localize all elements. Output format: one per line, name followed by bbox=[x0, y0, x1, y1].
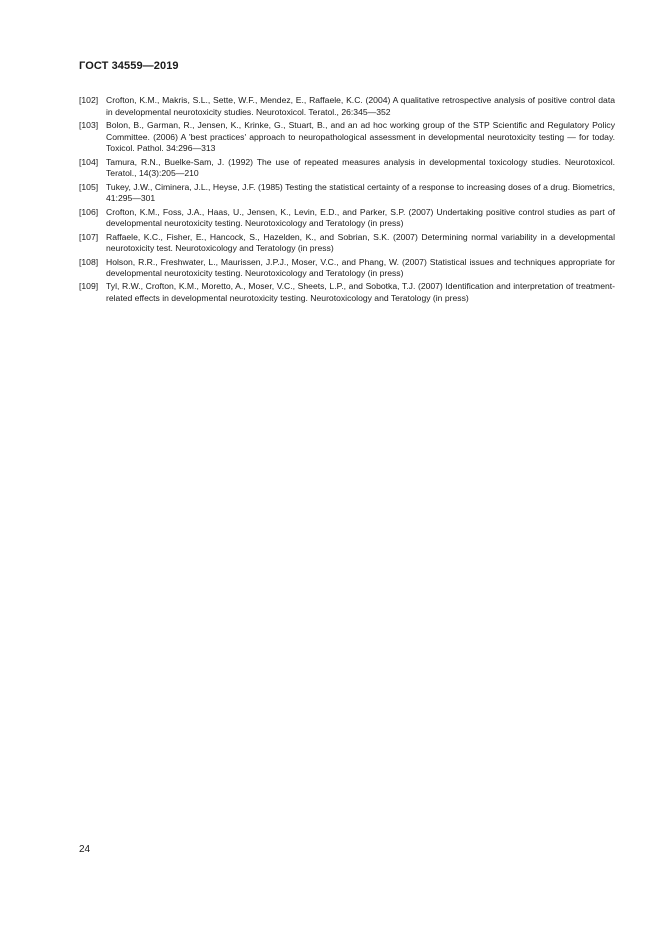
reference-item bbox=[79, 257, 615, 280]
reference-text: Crofton, K.M., Makris, S.L., Sette, W.F., Mendez, E., Raffaele, K.C. (2004) A qualitative retrospective analysis of positive control data in developmental neurotoxicity studies. Neurotoxicol. Teratol., 26:345—352 bbox=[106, 95, 615, 117]
reference-item bbox=[79, 157, 615, 180]
reference-item bbox=[79, 120, 615, 155]
reference-item bbox=[79, 281, 615, 304]
reference-list bbox=[79, 95, 615, 306]
reference-text: Tyl, R.W., Crofton, K.M., Moretto, A., Moser, V.C., Sheets, L.P., and Sobotka, T.J. (2007) Identification and interpretation of treatment-related effects in developmental neurotoxicity testing. Neurotoxicology and Teratology (in press) bbox=[106, 281, 615, 304]
reference-item bbox=[79, 232, 615, 255]
reference-number: [108] bbox=[79, 256, 99, 267]
reference-number: [107] bbox=[79, 231, 99, 242]
reference-number: [103] bbox=[79, 119, 99, 130]
reference-text: Crofton, K.M., Foss, J.A., Haas, U., Jensen, K., Levin, E.D., and Parker, S.P. (2007) Undertaking positive control studies as part of developmental neurotoxicity testing. Neurotoxicology and Teratology (in press) bbox=[106, 206, 615, 229]
reference-item bbox=[79, 182, 615, 205]
reference-number: [109] bbox=[79, 281, 99, 292]
reference-number: [105] bbox=[79, 181, 99, 192]
reference-text: Holson, R.R., Freshwater, L., Maurissen, J.P.J., Moser, V.C., and Phang, W. (2007) Statistical issues and techniques appropriate for developmental neurotoxicity testing. Neurotoxicology and Teratology (in press) bbox=[106, 256, 615, 279]
reference-text: Bolon, B., Garman, R., Jensen, K., Krinke, G., Stuart, B., and an ad hoc working group of the STP Scientific and Regulatory Policy Committee. (2006) A 'best practices' approach to neuropathological assessment in developmental neurotoxicity testing — for today. Toxicol. Pathol. 34:296—313 bbox=[106, 119, 615, 154]
reference-number: [104] bbox=[79, 156, 99, 167]
reference-text: Raffaele, K.C., Fisher, E., Hancock, S., Hazelden, K., and Sobrian, S.K. (2007) Determining normal variability in a developmental neurotoxicity test. Neurotoxicology and Teratology (in press) bbox=[106, 231, 615, 254]
reference-text: Tukey, J.W., Ciminera, J.L., Heyse, J.F. (1985) Testing the statistical certainty of a response to increasing doses of a drug. Biometrics, 41:295—301 bbox=[106, 181, 615, 204]
document-header: ГОСТ 34559—2019 bbox=[79, 60, 179, 72]
reference-number: [106] bbox=[79, 206, 99, 217]
reference-text: Tamura, R.N., Buelke-Sam, J. (1992) The use of repeated measures analysis in developmental toxicology studies. Neurotoxicol. Teratol., 14(3):205—210 bbox=[106, 156, 615, 179]
reference-number: [102] bbox=[79, 95, 99, 105]
reference-item bbox=[79, 207, 615, 230]
reference-item bbox=[79, 95, 615, 118]
page-number: 24 bbox=[79, 844, 91, 855]
